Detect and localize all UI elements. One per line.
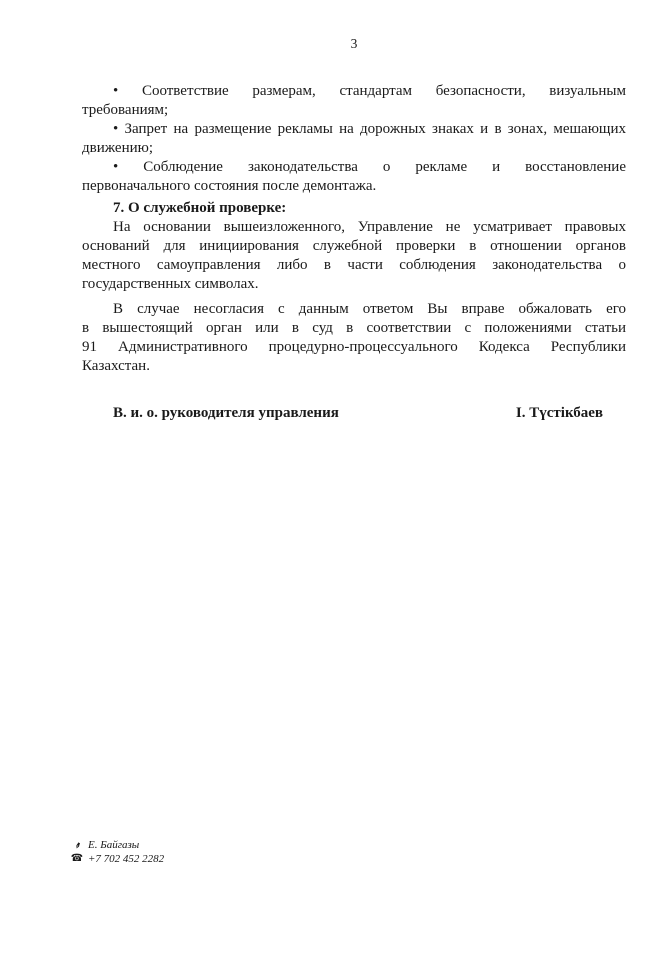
phone-line bbox=[70, 852, 164, 866]
bullet-line: • Соответствие размерам, стандартам безопасности, визуальным bbox=[113, 83, 626, 99]
body-text bbox=[82, 82, 626, 423]
signature-name: І. Түстікбаев bbox=[515, 405, 603, 421]
bullet-line: • Запрет на размещение рекламы на дорожных знаках и в зонах, мешающих bbox=[113, 121, 626, 137]
page-number: 3 bbox=[350, 36, 358, 51]
text-line: оснований для инициирования служебной проверки в отношении органов bbox=[82, 238, 626, 254]
section-heading: 7. О служебной проверке: bbox=[113, 200, 287, 216]
signature-row bbox=[82, 404, 626, 423]
text-line: движению; bbox=[82, 140, 153, 156]
pen-icon: ✒ bbox=[70, 839, 84, 851]
text-line: первоначального состояния после демонтажа. bbox=[82, 178, 377, 194]
signature-title: В. и. о. руководителя управления bbox=[113, 405, 339, 421]
footer-contacts bbox=[70, 838, 164, 866]
text-line: в вышестоящий орган или в суд в соответствии с положениями статьи bbox=[82, 320, 626, 336]
text-line: государственных символах. bbox=[82, 276, 259, 292]
text-line: На основании вышеизложенного, Управление не усматривает правовых bbox=[113, 219, 626, 235]
text-line: В случае несогласия с данным ответом Вы вправе обжаловать его bbox=[113, 301, 626, 317]
text-line: Казахстан. bbox=[82, 358, 150, 374]
author-line bbox=[70, 838, 164, 852]
bullet-line: • Соблюдение законодательства о рекламе и восстановление bbox=[113, 159, 626, 175]
text-line: 91 Административного процедурно-процессуального Кодекса Республики bbox=[82, 339, 626, 355]
text-line: требованиям; bbox=[82, 102, 169, 118]
phone-icon: ☎ bbox=[70, 853, 84, 864]
text-line: местного самоуправления либо в части соблюдения законодательства о bbox=[82, 257, 626, 273]
author-name: Е. Байгазы bbox=[88, 839, 140, 851]
phone-number: +7 702 452 2282 bbox=[88, 853, 165, 865]
